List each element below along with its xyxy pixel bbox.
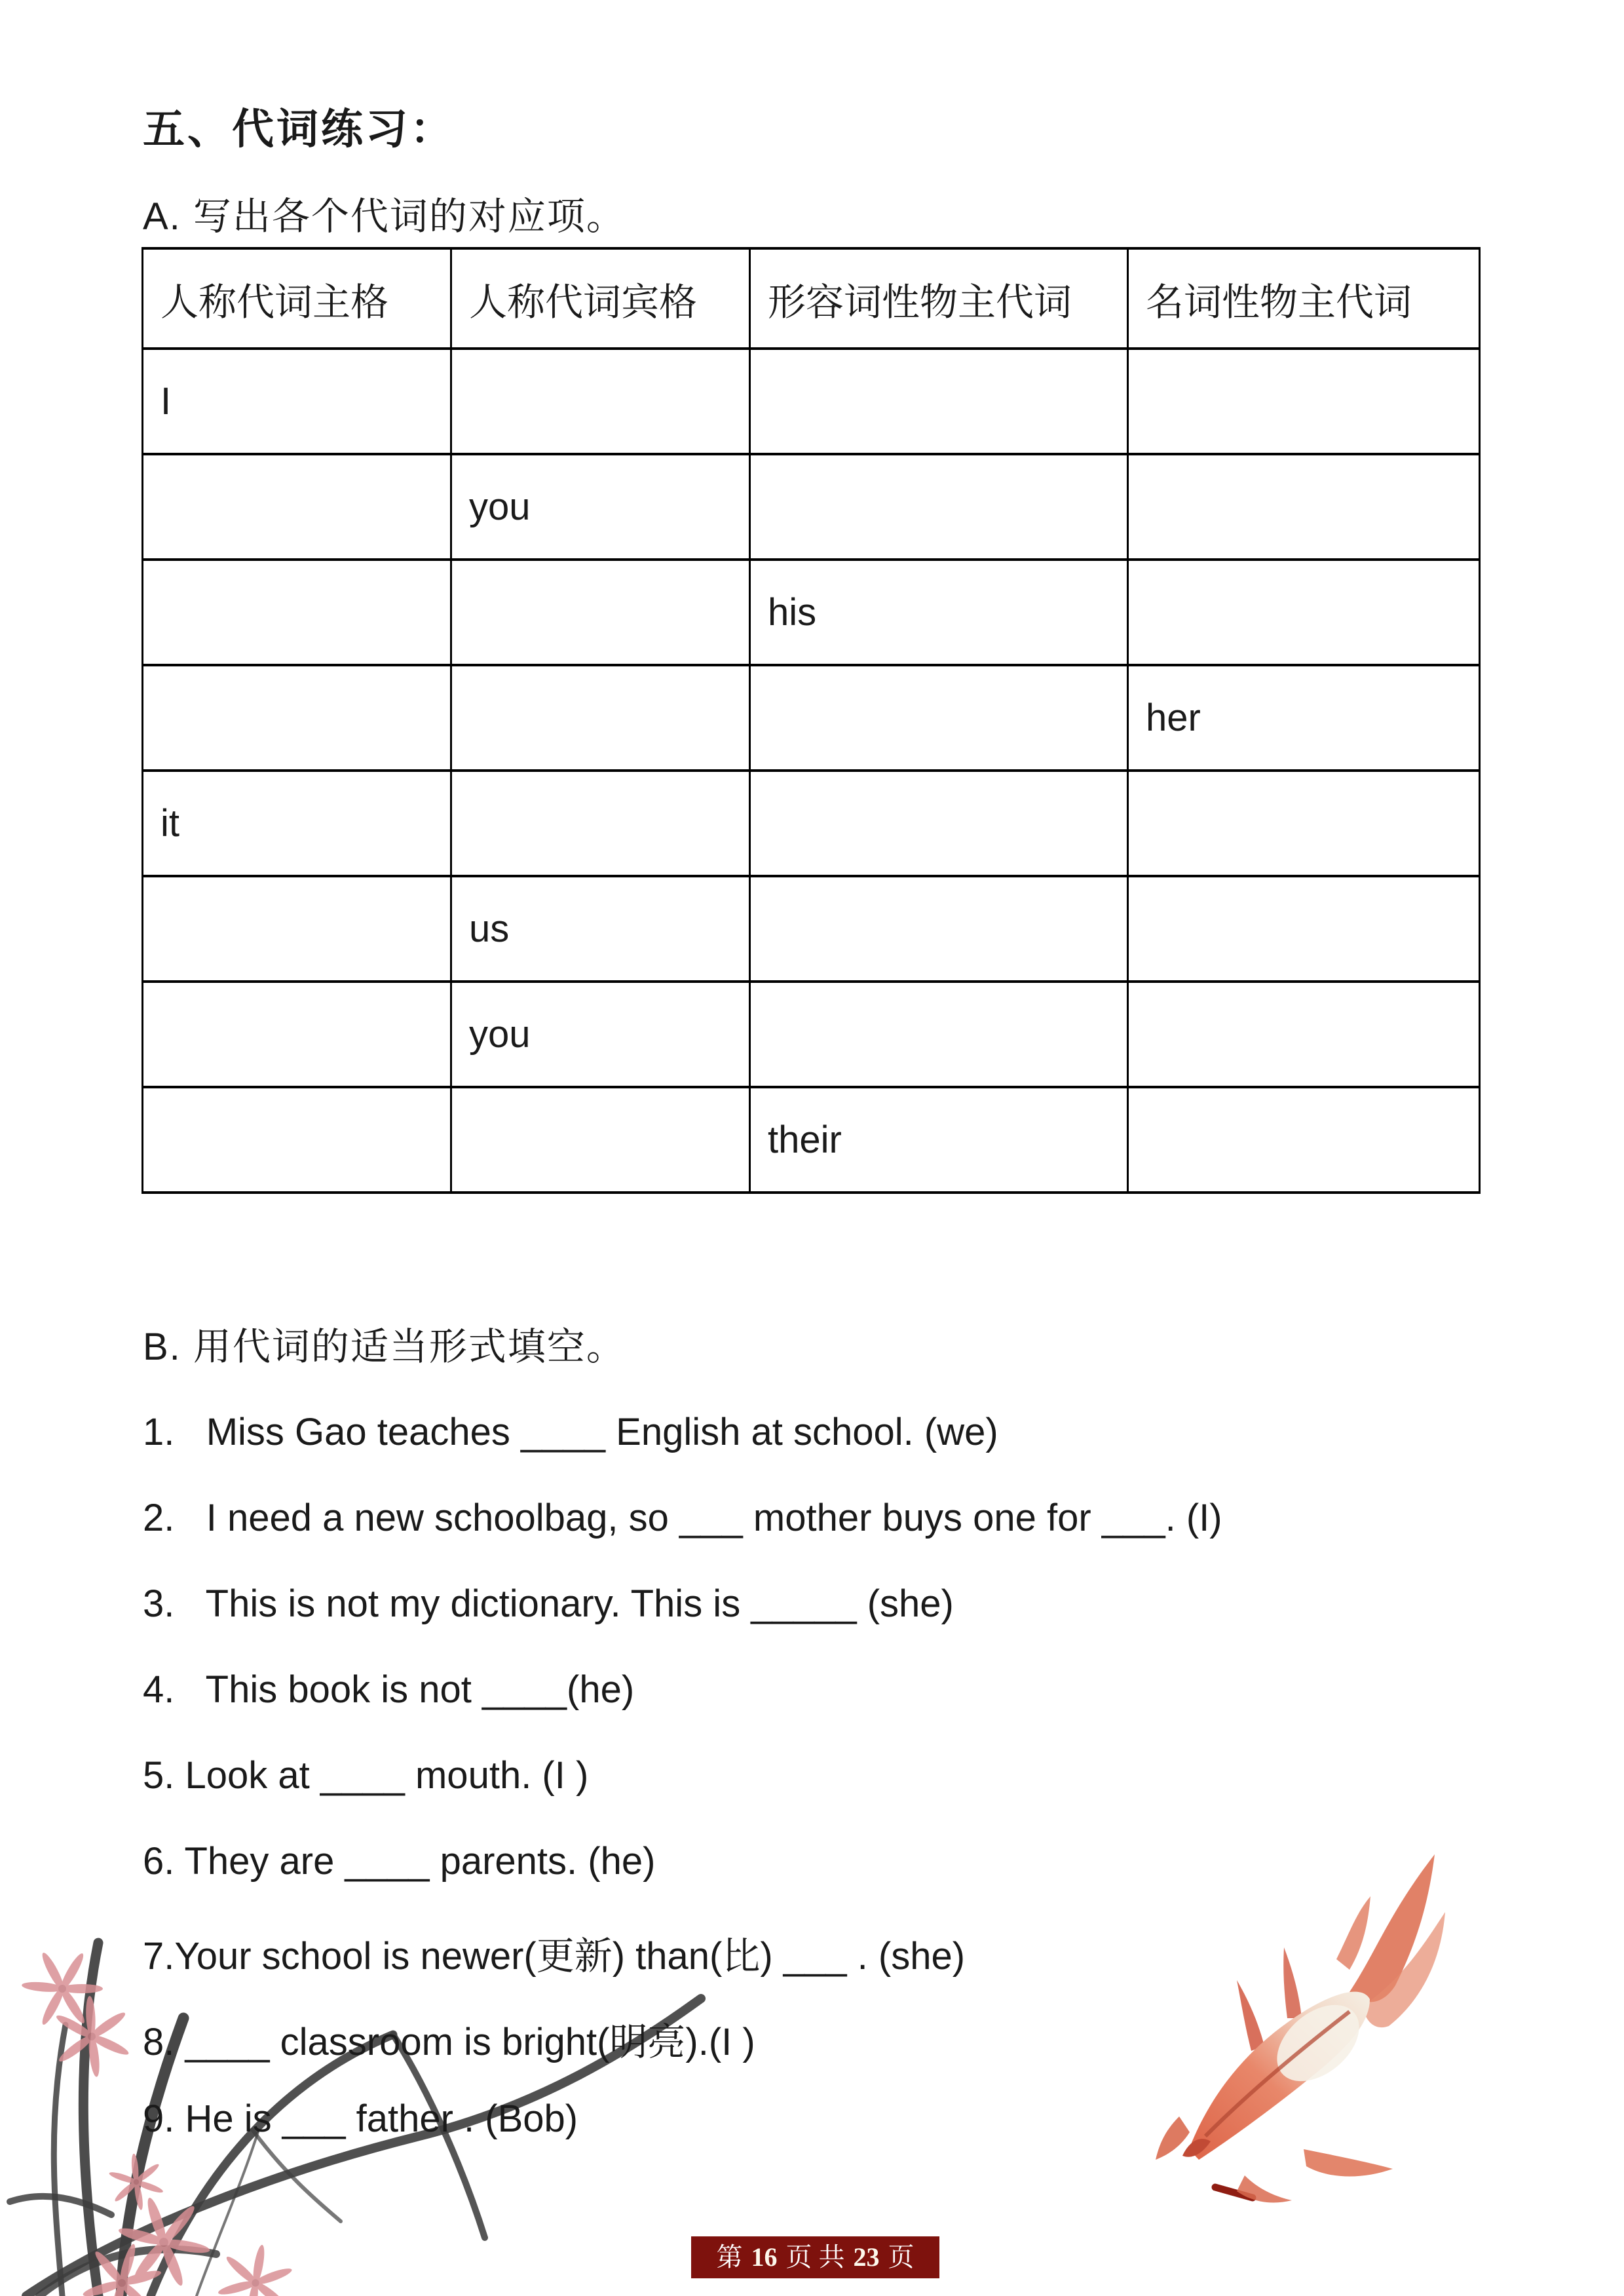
pronoun-table-body [143, 349, 1480, 1193]
table-cell [1128, 1087, 1480, 1193]
section-title: 五、代词练习： [143, 105, 455, 153]
table-cell [451, 1087, 750, 1193]
exercise-item: 6. They are ____ parents. (he) [143, 1840, 656, 1883]
table-cell [1128, 454, 1480, 560]
table-row [143, 560, 1480, 665]
table-cell: us [451, 876, 750, 982]
table-row [143, 349, 1480, 454]
table-row [143, 454, 1480, 560]
table-cell [1128, 771, 1480, 876]
exercise-item: 9. He is ___ father . (Bob) [143, 2097, 578, 2140]
table-cell [143, 560, 451, 665]
table-cell: you [451, 982, 750, 1087]
footer-suffix: 页 [888, 2242, 915, 2272]
table-cell [143, 1087, 451, 1193]
table-row [143, 982, 1480, 1087]
table-row [143, 771, 1480, 876]
table-header-cell: 人称代词宾格 [451, 248, 750, 349]
table-cell [750, 876, 1128, 982]
exercise-item: 3. This is not my dictionary. This is _____ (she) [143, 1582, 954, 1625]
table-cell: I [143, 349, 451, 454]
footer-prefix: 第 [716, 2242, 743, 2272]
footer-total-pages: 23 [853, 2242, 880, 2272]
table-cell: you [451, 454, 750, 560]
table-cell [143, 454, 451, 560]
table-cell [1128, 982, 1480, 1087]
table-cell [143, 982, 451, 1087]
exercise-item: 1. Miss Gao teaches ____ English at school. (we) [143, 1411, 998, 1453]
page-footer [691, 2236, 939, 2278]
table-cell [451, 349, 750, 454]
table-cell: her [1128, 665, 1480, 771]
part-a-heading: A. 写出各个代词的对应项。 [143, 195, 626, 238]
exercise-item: 2. I need a new schoolbag, so ___ mother buys one for ___. (I) [143, 1497, 1222, 1539]
exercise-item: 8. ____ classroom is bright(明亮).(I ) [143, 2021, 755, 2063]
table-cell [451, 560, 750, 665]
table-cell [750, 982, 1128, 1087]
table-cell [143, 876, 451, 982]
exercise-item: 5. Look at ____ mouth. (I ) [143, 1754, 589, 1797]
table-row [143, 876, 1480, 982]
koi-fish-icon [1153, 1835, 1461, 2208]
table-cell [1128, 876, 1480, 982]
table-row [143, 665, 1480, 771]
table-cell [1128, 560, 1480, 665]
table-header-cell: 人称代词主格 [143, 248, 451, 349]
table-cell [750, 665, 1128, 771]
table-cell [750, 771, 1128, 876]
footer-middle: 页 共 [785, 2242, 845, 2272]
footer-current-page: 16 [751, 2242, 778, 2272]
table-cell [451, 665, 750, 771]
table-cell: his [750, 560, 1128, 665]
table-header-cell: 名词性物主代词 [1128, 248, 1480, 349]
part-b-heading: B. 用代词的适当形式填空。 [143, 1326, 626, 1368]
pronoun-table [142, 247, 1481, 1194]
exercise-item: 7.Your school is newer(更新) than(比) ___ . (she) [143, 1935, 966, 1978]
table-cell [750, 349, 1128, 454]
table-header-cell: 形容词性物主代词 [750, 248, 1128, 349]
pronoun-table-header-row [143, 248, 1480, 349]
table-cell [143, 665, 451, 771]
table-cell: it [143, 771, 451, 876]
exercise-item: 4. This book is not ____(he) [143, 1668, 635, 1711]
table-cell [451, 771, 750, 876]
table-cell [1128, 349, 1480, 454]
table-row [143, 1087, 1480, 1193]
table-cell [750, 454, 1128, 560]
table-cell: their [750, 1087, 1128, 1193]
